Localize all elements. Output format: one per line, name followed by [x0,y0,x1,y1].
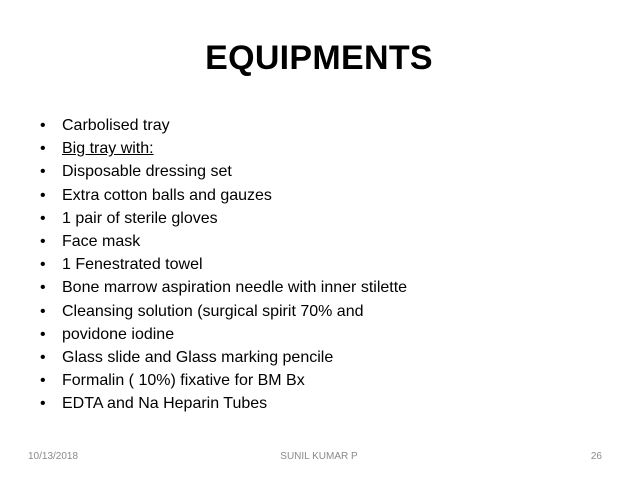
bullet-item [40,207,407,230]
bullet-dot: • [40,395,46,413]
footer-page-number: 26 [590,451,602,462]
bullet-item [40,160,407,183]
bullet-item [40,253,407,276]
bullet-dot: • [40,140,46,158]
bullet-text: Bone marrow aspiration needle with inner stilette [62,279,408,297]
bullet-item [40,323,407,346]
bullet-item [40,300,407,323]
bullet-text: Glass slide and Glass marking pencile [62,349,334,367]
bullet-text: Formalin ( 10%) fixative for BM Bx [62,372,305,390]
bullet-text: Face mask [62,233,141,251]
bullet-item [40,369,407,392]
bullet-text: povidone iodine [62,325,175,343]
footer-date: 10/13/2018 [28,451,79,462]
bullet-dot: • [40,209,46,227]
bullet-list [40,114,407,416]
bullet-dot: • [40,349,46,367]
bullet-dot: • [40,325,46,343]
bullet-item [40,114,407,137]
bullet-item [40,184,407,207]
bullet-dot: • [40,372,46,390]
bullet-item [40,346,407,369]
bullet-dot: • [40,302,46,320]
bullet-text: Big tray with: [62,140,154,158]
bullet-dot: • [40,279,46,297]
bullet-dot: • [40,163,46,181]
bullet-dot: • [40,117,46,134]
bullet-dot: • [40,186,46,204]
footer-author: SUNIL KUMAR P [280,451,358,462]
bullet-text: Disposable dressing set [62,163,232,181]
bullet-item [40,276,407,299]
bullet-text: Extra cotton balls and gauzes [62,186,272,204]
bullet-dot: • [40,256,46,274]
bullet-dot: • [40,233,46,251]
bullet-text: Carbolised tray [62,117,170,134]
bullet-item [40,137,407,160]
bullet-text: 1 Fenestrated towel [62,256,203,274]
slide-title: EQUIPMENTS [205,39,433,77]
bullet-item [40,230,407,253]
bullet-item [40,392,407,415]
bullet-text: Cleansing solution (surgical spirit 70% and [62,302,364,320]
bullet-text: EDTA and Na Heparin Tubes [62,395,268,413]
bullet-text: 1 pair of sterile gloves [62,209,218,227]
